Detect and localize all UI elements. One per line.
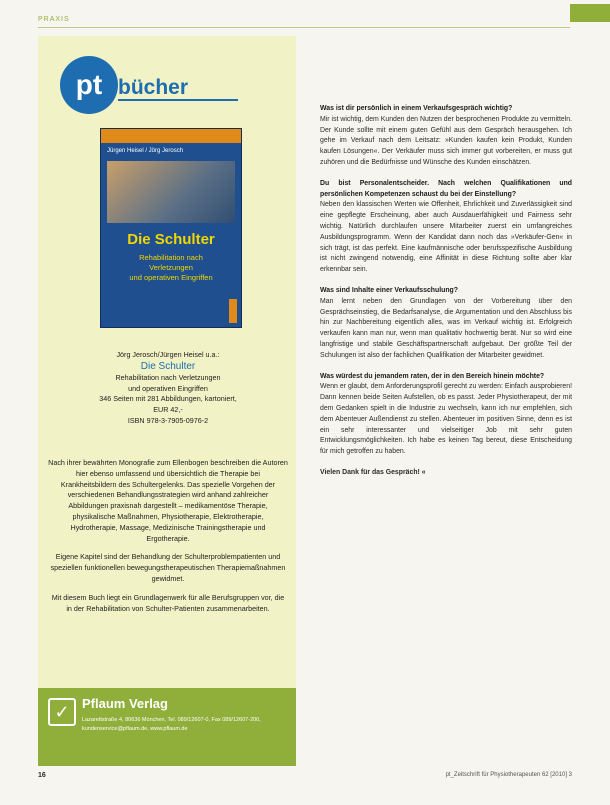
- interview-column: [320, 104, 572, 486]
- book-title: Die Schulter: [140, 360, 196, 372]
- cover-subtitle: Rehabilitation nach Verletzungen und operativen Eingriffen: [129, 253, 213, 282]
- book-blurb: [48, 458, 288, 622]
- book-pages: 346 Seiten mit 281 Abbildungen, kartoniert,: [99, 394, 237, 404]
- pt-buecher-logo: [60, 56, 300, 116]
- page-number: 16: [38, 772, 46, 779]
- blurb-paragraph: Nach ihrer bewährten Monografie zum Ellenbogen beschreiben die Autoren hier ebenso umfassend und übersichtlich die Therapie bei Krankheitsbildern des Schultergelenks. Das spezielle Vorgehen der verschiedenen Behandlungsstrategien wird anhand zahlreicher Abbildungen praxisnah dargestellt – medikamentöse Therapie, physikalische Maßnahmen, Physiotherapie, Elektrotherapie, Hydrotherapie, Massage, Medizinische Trainingstherapie und Ergotherapie.: [48, 458, 288, 543]
- logo-underline: [118, 99, 238, 101]
- interview-answer: Neben den klassischen Werten wie Offenheit, Ehrlichkeit und Zuverlässigkeit sind eine gepflegte Erscheinung, aber auch Ausdauerfähigkeit und Fairness sehr wichtig. Natürlich durchlaufen unsere Mitarbeiter zuerst ein umfangreiches Ausbildungsprogramm. Wenn der Kandidat dann noch das »Verkäufer-Gen« in sich trägt, ist das perfekt. Eine kaufmännische oder berufsspezifische Ausbildung ist nicht zwingend notwendig, eine Affinität in diese Richtung sollte aber klar erkennbar sein.: [320, 201, 572, 274]
- publisher-logo-icon: ✓: [48, 698, 76, 726]
- book-authors: Jörg Jerosch/Jürgen Heisel u.a.:: [116, 350, 220, 359]
- publisher-banner: [38, 688, 296, 766]
- interview-question: Du bist Personalentscheider. Nach welchen Qualifikationen und persönlichen Kompetenzen schaust du bei der Einstellung?: [320, 179, 572, 198]
- interview-answer: Man lernt neben den Grundlagen von der Vorbereitung über den Gesprächseinstieg, die Bedarfsanalyse, die Argumentation und den Abschluss bis hin zur Nachbereitung eigentlich alles, was im Verkauf wichtig ist. Erfolgreich verkaufen kann man nur, wenn man qualitativ hochwertig berät. Nur so wird eine langfristige und stabile Geschäftspartnerschaft aufgebaut. Der größte Teil der Schulungen ist also der fachlichen Qualifikation der Mitarbeiter gewidmet.: [320, 297, 572, 359]
- publisher-name: Pflaum Verlag: [82, 696, 168, 711]
- cover-publisher-tag: [229, 299, 237, 323]
- interview-question: Was würdest du jemandem raten, der in den Bereich hinein möchte?: [320, 372, 545, 380]
- book-subtitle-1: Rehabilitation nach Verletzungen: [115, 372, 221, 382]
- book-isbn: ISBN 978-3-7905-0976-2: [127, 415, 209, 425]
- book-info: [48, 350, 288, 427]
- pt-logo-mark: pt: [60, 56, 118, 114]
- blurb-paragraph: Mit diesem Buch liegt ein Grundlagenwerk für alle Berufsgruppen vor, die in der Rehabilitation von Schulter-Patienten zusammenarbeiten.: [51, 592, 285, 613]
- blurb-paragraph: Eigene Kapitel sind der Behandlung der Schulterproblempatienten und speziellen funktionellen bewegungstherapeutischen Therapiemaßnahmen gewidmet.: [50, 552, 286, 583]
- cover-photo: [107, 161, 235, 223]
- publisher-address: Lazarettstraße 4, 80636 München, Tel. 089/12607-0, Fax 089/12607-200, kundenservice@pflaum.de, www.pflaum.de: [82, 717, 261, 732]
- book-cover-image: [100, 128, 242, 328]
- header-rule: [38, 27, 570, 28]
- logo-word: bücher: [118, 76, 189, 99]
- interview-closing: Vielen Dank für das Gespräch! «: [320, 468, 426, 476]
- section-label: PRAXIS: [38, 16, 70, 23]
- cover-authors: Jürgen Heisel / Jörg Jerosch: [107, 148, 184, 154]
- section-color-tab: [570, 4, 610, 22]
- interview-answer: Mir ist wichtig, dem Kunden den Nutzen der besprochenen Produkte zu vermitteln. Der Kunde sollte mit einem guten Gefühl aus dem Gespräch herausgehen. Ich gehe im Verkauf nach dem Leitsatz: »Kunden kaufen kein Produkt, Kunden kaufen Lösungen«. Der Verkäufer muss sich immer gut vorbereiten, er muss gut zuhören und die Bedürfnisse und Wünsche des Kunden einschätzen.: [320, 115, 572, 166]
- journal-citation: pt_Zeitschrift für Physiotherapeuten 62 [2010] 3: [445, 772, 572, 778]
- cover-title: Die Schulter: [127, 231, 215, 248]
- interview-question: Was sind Inhalte einer Verkaufsschulung?: [320, 286, 458, 294]
- interview-answer: Wenn er glaubt, dem Anforderungsprofil gerecht zu werden: Einfach ausprobieren! Dann kennen beide Seiten Aufstellen, ob es passt. Jeder Physiotherapeut, der mit dem Gedanken spielt in die Industrie zu wechseln, kann ich nur empfehlen, sich dem Abenteuer Außendienst zu stellen. Abenteuer im positiven Sinne, denn es ist ein sehr interessanter und vielseitiger Job mit sehr guten Entwicklungsmöglichkeiten. Ich habe es keinen Tag bereut, diese Entscheidung für mich getroffen zu haben.: [320, 383, 572, 456]
- interview-question: Was ist dir persönlich in einem Verkaufsgespräch wichtig?: [320, 105, 513, 112]
- book-subtitle-2: und operativen Eingriffen: [128, 383, 208, 393]
- book-price: EUR 42,-: [153, 405, 183, 415]
- cover-top-band: [101, 129, 241, 143]
